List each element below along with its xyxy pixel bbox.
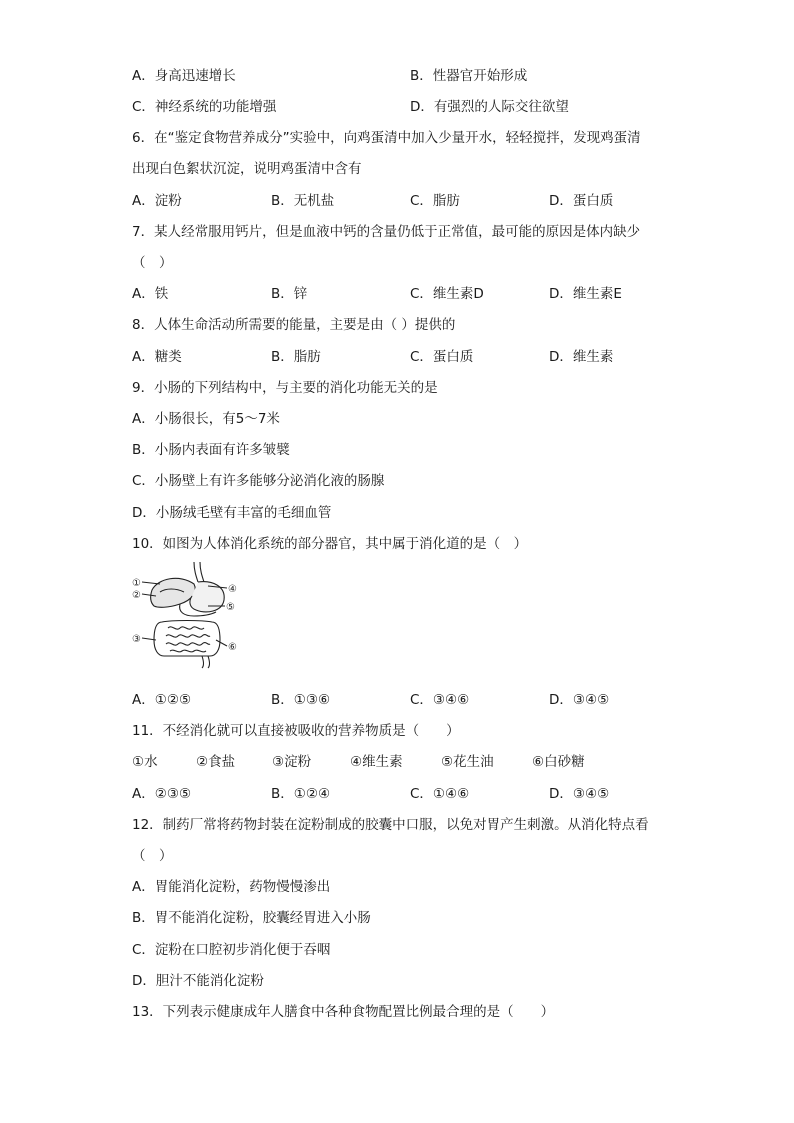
q11-item-5: ⑤花生油 — [441, 754, 494, 770]
q6-stem-line2: 出现白色絮状沉淀，说明鸡蛋清中含有 — [132, 161, 362, 177]
q7-stem-line1: 7．某人经常服用钙片，但是血液中钙的含量仍低于正常值，最可能的原因是体内缺少 — [132, 224, 641, 240]
q8-option-b: B．脂肪 — [271, 349, 321, 365]
q12-option-a: A．胃能消化淀粉，药物慢慢渗出 — [132, 879, 331, 895]
figure-label-6: ⑥ — [228, 642, 237, 653]
q9-stem: 9．小肠的下列结构中，与主要的消化功能无关的是 — [132, 380, 438, 396]
q11-option-b: B．①②④ — [271, 786, 331, 802]
digestive-system-figure — [132, 560, 244, 670]
q7-option-b: B．锌 — [271, 286, 308, 302]
q11-item-3: ③淀粉 — [272, 754, 312, 770]
q9-option-c: C．小肠壁上有许多能够分泌消化液的肠腺 — [132, 473, 385, 489]
q7-option-a: A．铁 — [132, 286, 169, 302]
q11-item-6: ⑥白砂糖 — [532, 754, 585, 770]
q7-stem-line2: （ ） — [132, 255, 173, 271]
figure-label-1: ① — [132, 578, 141, 589]
q10-stem: 10．如图为人体消化系统的部分器官，其中属于消化道的是（ ） — [132, 536, 528, 552]
q11-option-c: C．①④⑥ — [410, 786, 470, 802]
q12-option-b: B．胃不能消化淀粉，胶囊经胃进入小肠 — [132, 910, 371, 926]
q8-option-a: A．糖类 — [132, 349, 182, 365]
q6-option-c: C．脂肪 — [410, 193, 460, 209]
q12-option-c: C．淀粉在口腔初步消化便于吞咽 — [132, 942, 331, 958]
q5-option-a: A．身高迅速增长 — [132, 68, 236, 84]
q9-option-b: B．小肠内表面有许多皱襞 — [132, 442, 290, 458]
q6-option-b: B．无机盐 — [271, 193, 335, 209]
q11-stem: 11．不经消化就可以直接被吸收的营养物质是（ ） — [132, 723, 460, 739]
q10-option-b: B．①③⑥ — [271, 692, 331, 708]
q8-option-d: D．维生素 — [549, 349, 614, 365]
q6-stem-line1: 6．在“鉴定食物营养成分”实验中，向鸡蛋清中加入少量开水，轻轻搅拌，发现鸡蛋清 — [132, 130, 641, 146]
q6-option-a: A．淀粉 — [132, 193, 182, 209]
figure-label-4: ④ — [228, 584, 237, 595]
figure-label-2: ② — [132, 590, 141, 601]
q8-stem: 8．人体生命活动所需要的能量，主要是由（ ）提供的 — [132, 317, 456, 333]
q8-option-c: C．蛋白质 — [410, 349, 474, 365]
q11-item-2: ②食盐 — [196, 754, 236, 770]
q7-option-c: C．维生素D — [410, 286, 484, 302]
q11-item-1: ①水 — [132, 754, 158, 770]
figure-label-3: ③ — [132, 634, 141, 645]
q5-option-b: B．性器官开始形成 — [410, 68, 528, 84]
q6-option-d: D．蛋白质 — [549, 193, 614, 209]
q10-option-d: D．③④⑤ — [549, 692, 610, 708]
q5-option-c: C．神经系统的功能增强 — [132, 99, 277, 115]
q12-stem-line1: 12．制药厂常将药物封装在淀粉制成的胶囊中口服，以免对胃产生刺激。从消化特点看 — [132, 817, 649, 833]
figure-label-5: ⑤ — [226, 602, 235, 613]
q13-stem: 13．下列表示健康成年人膳食中各种食物配置比例最合理的是（ ） — [132, 1004, 555, 1020]
q5-option-d: D．有强烈的人际交往欲望 — [410, 99, 569, 115]
q9-option-a: A．小肠很长，有5～7米 — [132, 411, 280, 427]
q10-option-a: A．①②⑤ — [132, 692, 192, 708]
q9-option-d: D．小肠绒毛壁有丰富的毛细血管 — [132, 505, 332, 521]
q11-option-a: A．②③⑤ — [132, 786, 192, 802]
q11-item-4: ④维生素 — [350, 754, 403, 770]
q12-stem-line2: （ ） — [132, 848, 173, 864]
q11-option-d: D．③④⑤ — [549, 786, 610, 802]
q12-option-d: D．胆汁不能消化淀粉 — [132, 973, 264, 989]
q10-option-c: C．③④⑥ — [410, 692, 470, 708]
q7-option-d: D．维生素E — [549, 286, 622, 302]
